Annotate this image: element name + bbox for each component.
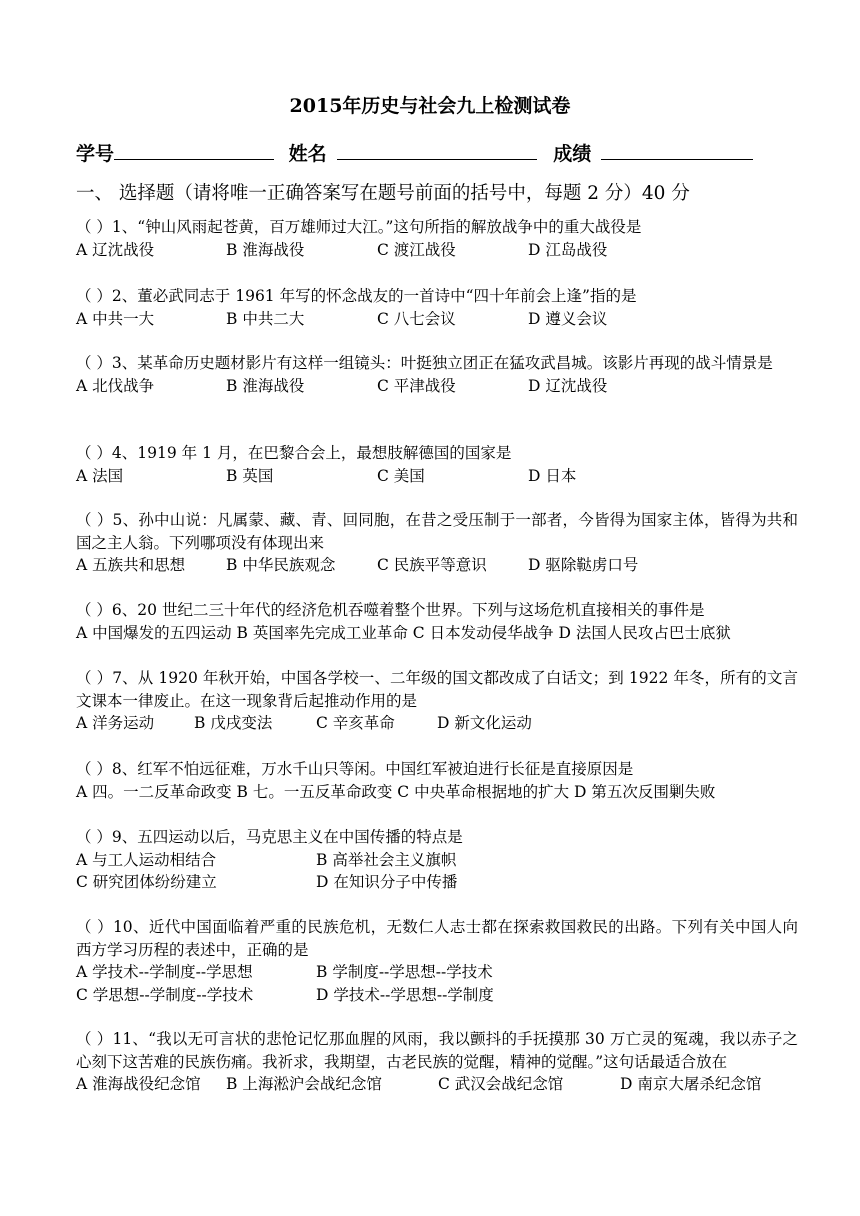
question-stem: （ ）1、“钟山风雨起苍黄，百万雄师过大江。”这句所指的解放战争中的重大战役是 xyxy=(76,218,642,236)
option-c: C 民族平等意识 xyxy=(377,556,487,574)
question-stem: （ ）5、孙中山说：凡属蒙、藏、青、回同胞，在昔之受压制于一部者，今皆得为国家主体，皆得为共和国之主人翁。下列哪项没有体现出来 xyxy=(76,511,798,552)
answer-options-row-1 xyxy=(76,849,798,872)
answer-options xyxy=(76,712,798,735)
question-7 xyxy=(76,667,798,735)
option-b: B 英国 xyxy=(226,466,274,485)
option-b: B 淮海战役 xyxy=(226,376,305,395)
answer-options-row-2 xyxy=(76,871,798,894)
question-stem: （ ）9、五四运动以后，马克思主义在中国传播的特点是 xyxy=(76,828,463,846)
student-id-label: 学号 xyxy=(76,143,115,165)
option-a: A 北伐战争 xyxy=(76,376,155,395)
answer-options xyxy=(76,554,798,577)
question-8 xyxy=(76,758,798,803)
option-b: B 学制度--学思想--学技术 xyxy=(316,963,493,981)
option-c: C 平津战役 xyxy=(377,376,456,395)
option-c: C 学思想--学制度--学技术 xyxy=(76,985,254,1004)
option-c: C 美国 xyxy=(377,466,425,485)
option-c: C 八七会议 xyxy=(377,309,456,328)
question-4 xyxy=(76,442,798,487)
question-11 xyxy=(76,1028,798,1096)
question-stem: （ ）11、“我以无可言状的悲怆记忆那血腥的风雨，我以颤抖的手抚摸那 30 万亡灵的冤魂，我以赤子之心刻下这苦难的民族伤痛。我祈求，我期望，古老民族的觉醒，精神的觉醒。”这句话最适合放在 xyxy=(76,1030,798,1071)
option-d: D 日本 xyxy=(528,466,577,485)
option-b: B 戊戌变法 xyxy=(194,714,273,732)
question-stem: （ ）6、20 世纪二三十年代的经济危机吞噬着整个世界。下列与这场危机直接相关的事件是 xyxy=(76,601,705,619)
option-d: D 新文化运动 xyxy=(437,714,532,732)
answer-options xyxy=(76,1073,798,1096)
answer-options xyxy=(76,465,798,488)
option-c: C 武汉会战纪念馆 xyxy=(438,1075,564,1093)
option-b: B 高举社会主义旗帜 xyxy=(316,850,457,869)
question-stem: （ ）7、从 1920 年秋开始，中国各学校一、二年级的国文都改成了白话文；到 1922 年冬，所有的文言文课本一律废止。在这一现象背后起推动作用的是 xyxy=(76,669,798,710)
student-name-blank[interactable] xyxy=(337,139,537,160)
answer-options xyxy=(76,375,798,398)
score-blank[interactable] xyxy=(601,139,753,160)
option-a: A 与工人运动相结合 xyxy=(76,850,217,869)
option-d: D 南京大屠杀纪念馆 xyxy=(620,1075,762,1093)
answer-options-line: A 四。一二反革命政变 B 七。一五反革命政变 C 中央革命根据地的扩大 D 第五次反围剿失败 xyxy=(76,782,716,801)
option-c: C 辛亥革命 xyxy=(316,714,395,732)
question-stem: （ ）2、董必武同志于 1961 年写的怀念战友的一首诗中“四十年前会上逢”指的是 xyxy=(76,287,637,305)
student-name-label: 姓名 xyxy=(288,143,327,165)
question-10 xyxy=(76,916,798,1006)
option-a: A 五族共和思想 xyxy=(76,556,186,574)
question-9 xyxy=(76,826,798,894)
score-label: 成绩 xyxy=(553,143,592,165)
question-stem: （ ）8、红军不怕远征难，万水千山只等闲。中国红军被迫进行长征是直接原因是 xyxy=(76,760,634,778)
option-a: A 洋务运动 xyxy=(76,714,155,732)
option-d: D 驱除鞑虏口号 xyxy=(528,556,639,574)
option-b: B 上海淞沪会战纪念馆 xyxy=(226,1075,382,1093)
question-3 xyxy=(76,352,798,397)
option-d: D 在知识分子中传播 xyxy=(316,873,458,891)
question-6 xyxy=(76,599,798,644)
answer-options-line: A 中国爆发的五四运动 B 英国率先完成工业革命 C 日本发动侵华战争 D 法国人民攻占巴士底狱 xyxy=(76,623,731,642)
question-5 xyxy=(76,509,798,577)
option-c: C 研究团体纷纷建立 xyxy=(76,873,217,891)
question-stem: （ ）10、近代中国面临着严重的民族危机，无数仁人志士都在探索救国救民的出路。下列有关中国人向西方学习历程的表述中，正确的是 xyxy=(76,918,798,959)
option-b: B 淮海战役 xyxy=(226,240,305,259)
question-stem: （ ）3、某革命历史题材影片有这样一组镜头：叶挺独立团正在猛攻武昌城。该影片再现的战斗情景是 xyxy=(76,354,773,372)
option-d: D 遵义会议 xyxy=(528,309,608,328)
section-heading: 一、 选择题（请将唯一正确答案写在题号前面的括号中，每题 2 分）40 分 xyxy=(76,183,690,204)
answer-options-row-1 xyxy=(76,961,798,984)
question-stem: （ ）4、1919 年 1 月，在巴黎合会上，最想肢解德国的国家是 xyxy=(76,444,512,462)
option-d: D 江岛战役 xyxy=(528,240,608,259)
option-c: C 渡江战役 xyxy=(377,240,456,259)
answer-options xyxy=(76,239,798,262)
option-d: D 辽沈战役 xyxy=(528,376,608,395)
exam-title: 2015年历史与社会九上检测试卷 xyxy=(289,95,571,117)
option-a: A 法国 xyxy=(76,466,124,485)
option-a: A 淮海战役纪念馆 xyxy=(76,1075,201,1093)
option-a: A 中共一大 xyxy=(76,309,155,328)
option-a: A 辽沈战役 xyxy=(76,240,155,259)
student-info-line xyxy=(76,139,753,167)
question-1 xyxy=(76,216,798,261)
answer-options-row-2 xyxy=(76,984,798,1007)
student-id-blank[interactable] xyxy=(114,139,274,160)
answer-options xyxy=(76,308,798,331)
option-d: D 学技术--学思想--学制度 xyxy=(316,985,494,1004)
option-a: A 学技术--学制度--学思想 xyxy=(76,963,253,981)
question-2 xyxy=(76,285,798,330)
option-b: B 中共二大 xyxy=(226,309,305,328)
option-b: B 中华民族观念 xyxy=(226,556,336,574)
